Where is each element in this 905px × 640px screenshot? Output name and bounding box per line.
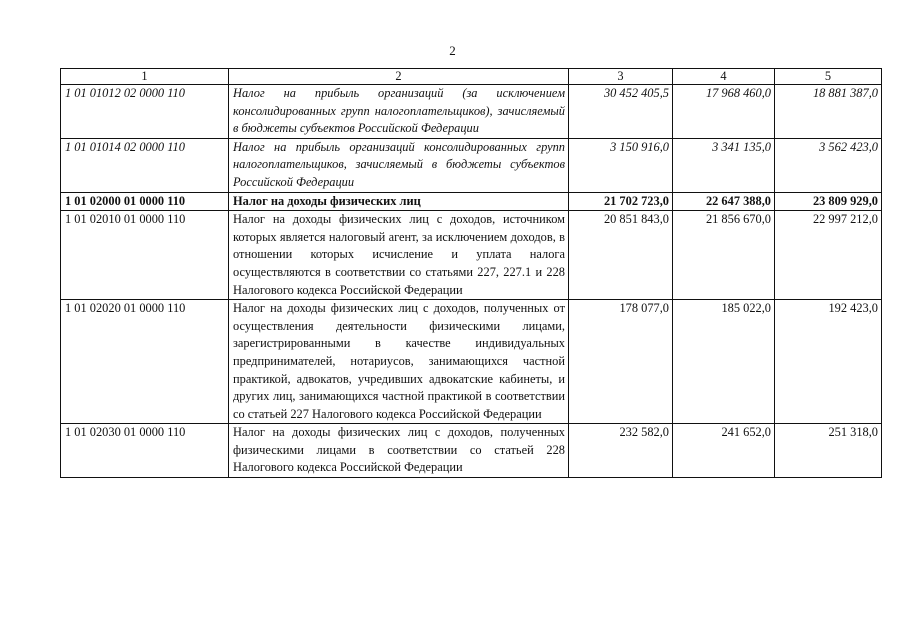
budget-code-cell: 1 01 02030 01 0000 110 xyxy=(61,424,229,478)
revenue-name-cell: Налог на прибыль организаций консолидированных групп налогоплательщиков, зачисляемый в бюджеты субъектов Российской Федерации xyxy=(229,138,569,192)
column-header-code: 1 xyxy=(61,69,229,85)
column-header-value-2: 4 xyxy=(673,69,775,85)
value-cell-2: 3 341 135,0 xyxy=(673,138,775,192)
budget-revenue-table xyxy=(60,68,882,478)
table-row xyxy=(61,300,882,424)
value-cell-3: 18 881 387,0 xyxy=(775,85,882,139)
value-cell-1: 3 150 916,0 xyxy=(569,138,673,192)
value-cell-1: 232 582,0 xyxy=(569,424,673,478)
table-row xyxy=(61,424,882,478)
value-cell-2: 22 647 388,0 xyxy=(673,192,775,211)
budget-code-cell: 1 01 02020 01 0000 110 xyxy=(61,300,229,424)
value-cell-1: 21 702 723,0 xyxy=(569,192,673,211)
revenue-name-cell: Налог на доходы физических лиц с доходов, полученных физическими лицами в соответствии со статьей 228 Налогового кодекса Российской Федерации xyxy=(229,424,569,478)
revenue-name-cell: Налог на доходы физических лиц с доходов, источником которых является налоговый агент, за исключением доходов, в отношении которых исчисление и уплата налога осуществляются в соответствии со статьями 227, 227.1 и 228 Налогового кодекса Российской Федерации xyxy=(229,211,569,300)
revenue-name-cell: Налог на доходы физических лиц с доходов, полученных от осуществления деятельности физическими лицами, зарегистрированными в качестве индивидуальных предпринимателей, нотариусов, занимающихся частной практикой, адвокатов, учредивших адвокатские кабинеты, и других лиц, занимающихся частной практикой в соответствии со статьей 227 Налогового кодекса Российской Федерации xyxy=(229,300,569,424)
column-header-name: 2 xyxy=(229,69,569,85)
table-row xyxy=(61,192,882,211)
value-cell-1: 30 452 405,5 xyxy=(569,85,673,139)
table-row xyxy=(61,85,882,139)
column-header-value-1: 3 xyxy=(569,69,673,85)
value-cell-2: 185 022,0 xyxy=(673,300,775,424)
value-cell-2: 21 856 670,0 xyxy=(673,211,775,300)
revenue-name-cell: Налог на прибыль организаций (за исключением консолидированных групп налогоплательщиков), зачисляемый в бюджеты субъектов Российской Федерации xyxy=(229,85,569,139)
value-cell-3: 23 809 929,0 xyxy=(775,192,882,211)
value-cell-2: 17 968 460,0 xyxy=(673,85,775,139)
column-header-value-3: 5 xyxy=(775,69,882,85)
value-cell-3: 192 423,0 xyxy=(775,300,882,424)
value-cell-3: 22 997 212,0 xyxy=(775,211,882,300)
value-cell-3: 3 562 423,0 xyxy=(775,138,882,192)
page-number: 2 xyxy=(449,43,456,58)
budget-code-cell: 1 01 01012 02 0000 110 xyxy=(61,85,229,139)
budget-code-cell: 1 01 01014 02 0000 110 xyxy=(61,138,229,192)
table-row xyxy=(61,138,882,192)
value-cell-1: 178 077,0 xyxy=(569,300,673,424)
budget-code-cell: 1 01 02000 01 0000 110 xyxy=(61,192,229,211)
budget-code-cell: 1 01 02010 01 0000 110 xyxy=(61,211,229,300)
table-row xyxy=(61,211,882,300)
revenue-name-cell: Налог на доходы физических лиц xyxy=(229,192,569,211)
value-cell-3: 251 318,0 xyxy=(775,424,882,478)
value-cell-1: 20 851 843,0 xyxy=(569,211,673,300)
value-cell-2: 241 652,0 xyxy=(673,424,775,478)
table-header-row xyxy=(61,69,882,85)
